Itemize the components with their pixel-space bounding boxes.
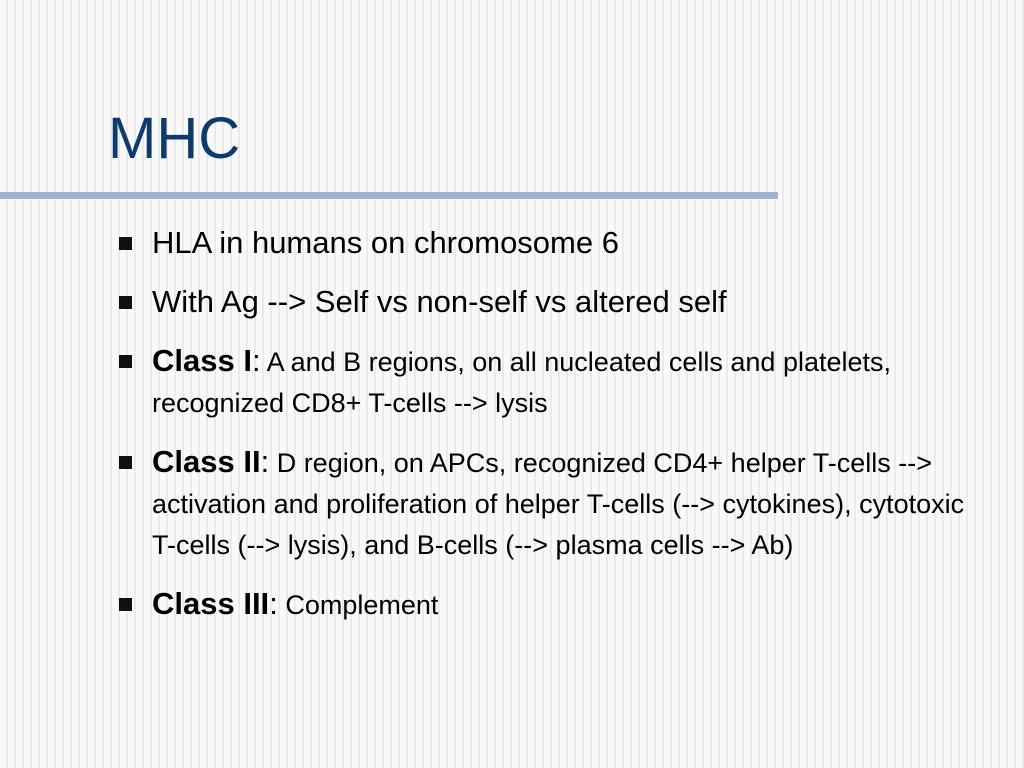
bullet-text: HLA in humans on chromosome 6	[152, 225, 619, 260]
bullet-colon: :	[260, 444, 270, 479]
bullet-item	[114, 441, 994, 566]
bullet-term: Class III	[152, 586, 270, 621]
square-bullet-icon	[119, 237, 132, 250]
square-bullet-icon	[119, 598, 132, 611]
slide-title: MHC	[108, 106, 241, 171]
bullet-text: Complement	[277, 590, 439, 620]
bullet-colon: :	[251, 343, 261, 378]
bullet-item	[114, 583, 994, 626]
bullet-item	[114, 340, 994, 424]
bullet-list	[114, 222, 994, 643]
title-divider	[0, 192, 778, 199]
bullet-term: Class I	[152, 343, 252, 378]
bullet-colon: :	[269, 586, 278, 621]
bullet-text: With Ag --> Self vs non-self vs altered self	[152, 284, 727, 319]
bullet-text: A and B regions, on all nucleated cells and platelets, recognized CD8+ T-cells --> lysis	[152, 347, 892, 418]
bullet-item	[114, 281, 994, 323]
bullet-text: D region, on APCs, recognized CD4+ helper T-cells --> activation and proliferation of helper T-cells (--> cytokines), cytotoxic T-cells (--> lysis), and B-cells (--> plasma cells --> Ab)	[152, 448, 965, 560]
bullet-item	[114, 222, 994, 264]
bullet-term: Class II	[152, 444, 261, 479]
square-bullet-icon	[119, 456, 132, 469]
square-bullet-icon	[119, 296, 132, 309]
square-bullet-icon	[119, 355, 132, 368]
